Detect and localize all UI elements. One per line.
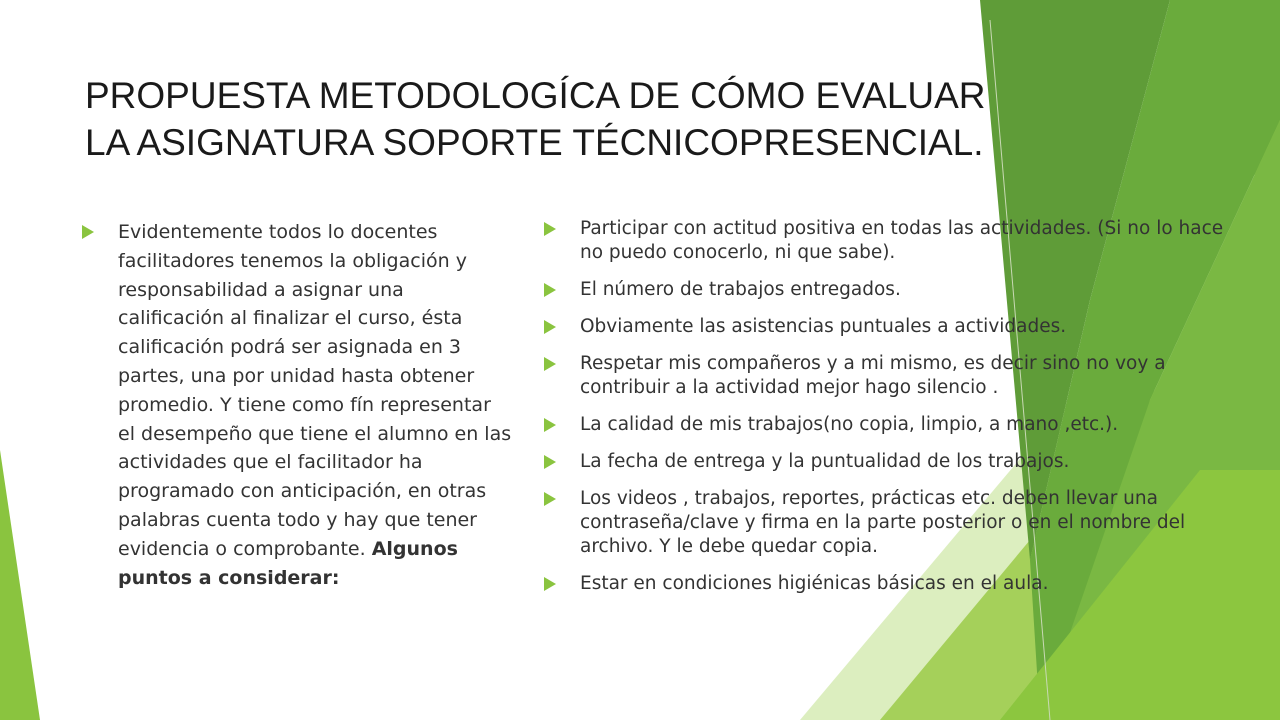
list-item-text: La calidad de mis trabajos(no copia, limpio, a mano ,etc.).: [580, 414, 1119, 435]
list-item-text: El número de trabajos entregados.: [580, 279, 901, 300]
bullet-icon: [82, 225, 94, 239]
list-item-text: Estar en condiciones higiénicas básicas en el aula.: [580, 573, 1049, 594]
bullet-icon: [544, 222, 556, 236]
right-column: [544, 217, 1244, 609]
list-item-text: Respetar mis compañeros y a mi mismo, es decir sino no voy a contribuir a la actividad mejor hago silencio .: [580, 353, 1166, 398]
list-item: [544, 217, 1244, 265]
list-item: [544, 315, 1244, 339]
list-item-text: Participar con actitud positiva en todas las actividades. (Si no lo hace no puedo conocerlo, ni que sabe).: [580, 218, 1224, 263]
list-item: [544, 413, 1244, 437]
list-item-text: Los videos , trabajos, reportes, prácticas etc. deben llevar una contraseña/clave y firma en la parte posterior o en el nombre del archivo. Y le debe quedar copia.: [580, 488, 1186, 557]
list-item-text: La fecha de entrega y la puntualidad de los trabajos.: [580, 451, 1070, 472]
bullet-icon: [544, 577, 556, 591]
bullet-icon: [544, 283, 556, 297]
bullet-icon: [544, 418, 556, 432]
list-item: [544, 352, 1244, 400]
list-item-text: Obviamente las asistencias puntuales a actividades.: [580, 316, 1067, 337]
bullet-icon: [544, 492, 556, 506]
left-paragraph-text: Evidentemente todos lo docentes facilitadores tenemos la obligación y responsabilidad a asignar una calificación al finalizar el curso, ésta calificación podrá ser asignada en 3 partes, una por unidad hasta obtener promedio. Y tiene como fín representar el desempeño que tiene el alumno en las actividades que el facilitador ha programado con anticipación, en otras palabras cuenta todo y hay que tener evidencia o comprobante.: [118, 221, 512, 560]
left-paragraph: [82, 218, 512, 592]
bullet-icon: [544, 455, 556, 469]
list-item: [544, 278, 1244, 302]
slide-title: PROPUESTA METODOLOGÍCA DE CÓMO EVALUAR LA ASIGNATURA SOPORTE TÉCNICOPRESENCIAL.: [85, 75, 986, 163]
left-column: [82, 218, 512, 592]
list-item: [544, 450, 1244, 474]
list-item: [544, 572, 1244, 596]
list-item: [544, 487, 1244, 559]
left-green-triangle: [0, 450, 40, 720]
left-paragraph-bold: Algunos puntos a considerar:: [118, 537, 458, 589]
bullet-icon: [544, 320, 556, 334]
bullet-icon: [544, 357, 556, 371]
